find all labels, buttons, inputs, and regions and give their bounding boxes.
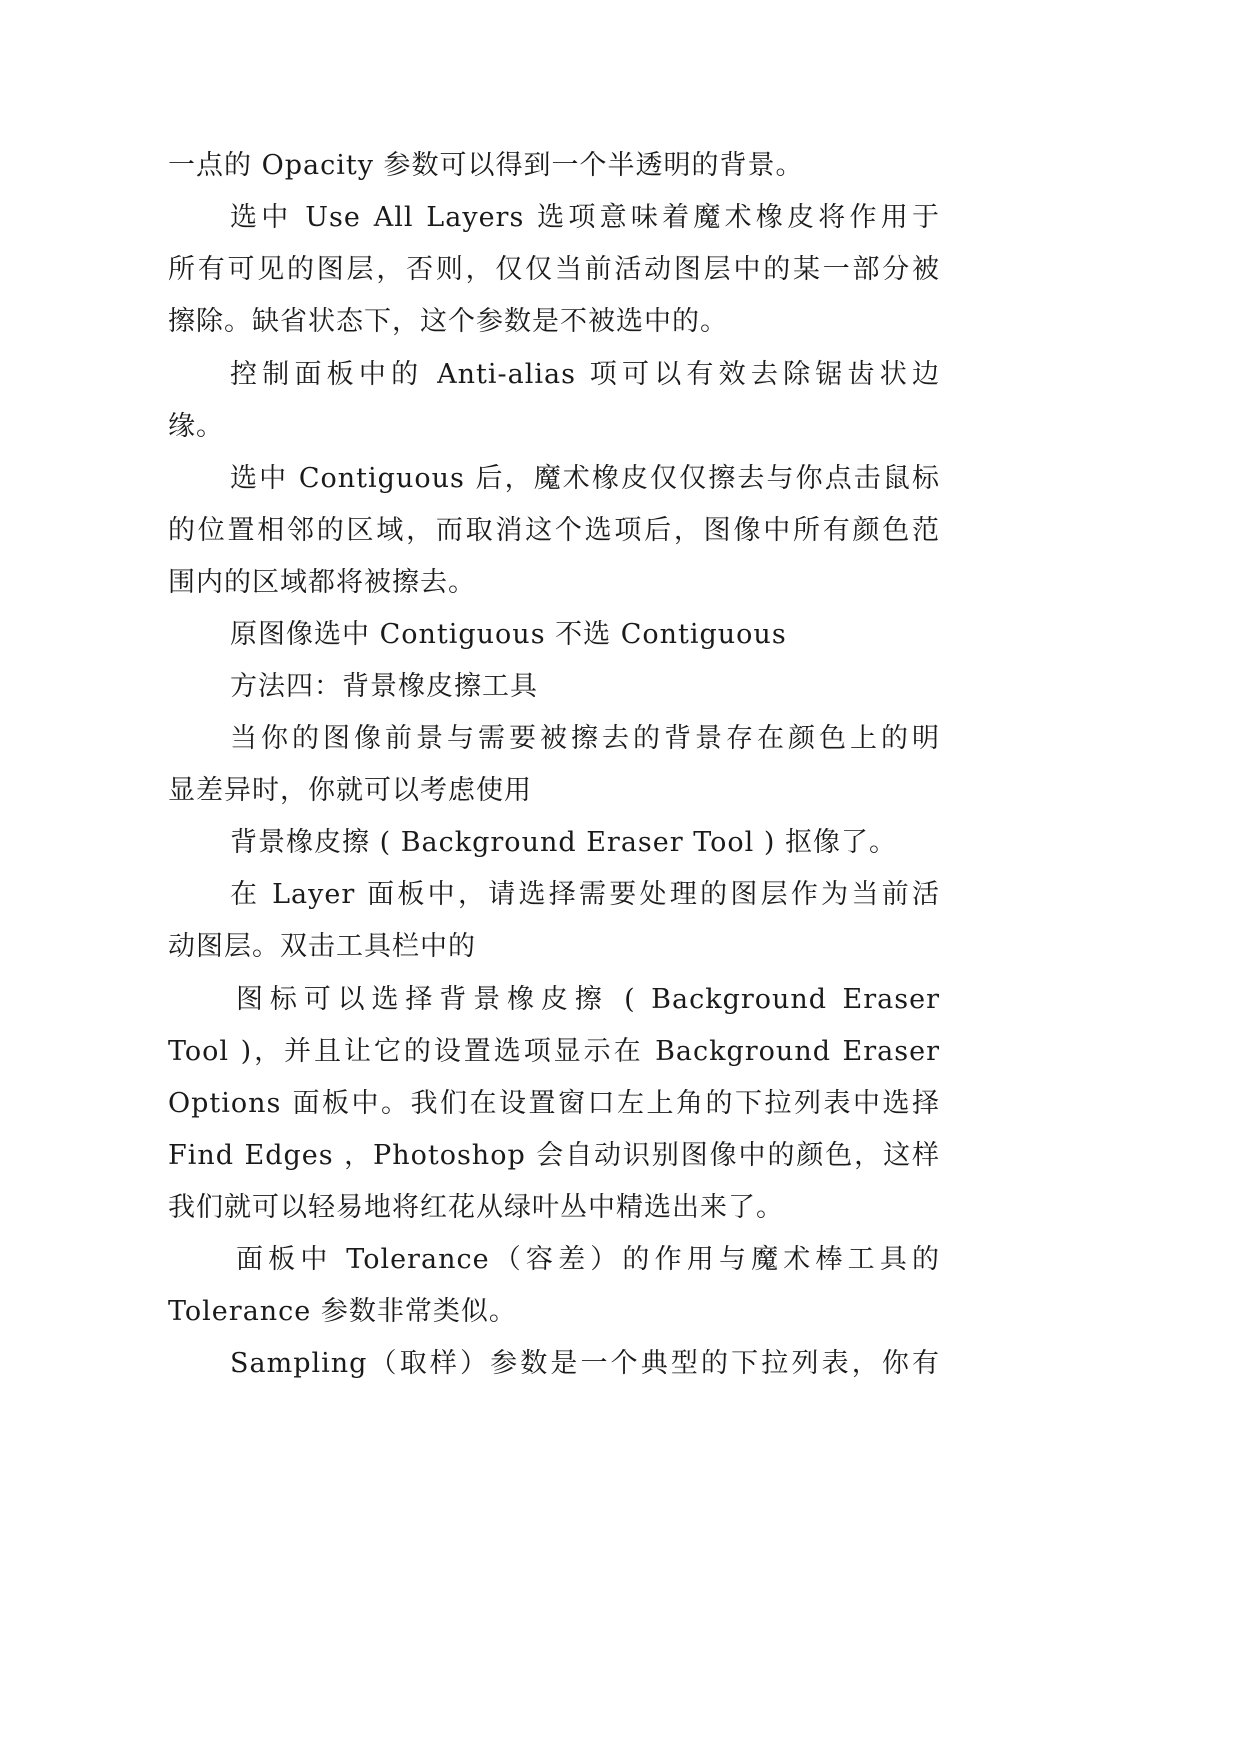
text-line: Options 面板中。我们在设置窗口左上角的下拉列表中选择 <box>168 1088 940 1119</box>
text-line: 所有可见的图层，否则，仅仅当前活动图层中的某一部分被 <box>168 254 940 285</box>
text-line: 选中 Contiguous 后，魔术橡皮仅仅擦去与你点击鼠标 <box>230 463 940 494</box>
text-line: 动图层。双击工具栏中的 <box>168 931 476 962</box>
text-line: 围内的区域都将被擦去。 <box>168 567 476 598</box>
text-line: 显差异时，你就可以考虑使用 <box>168 775 532 806</box>
text-line: 背景橡皮擦 ( Background Eraser Tool ) 抠像了。 <box>230 827 898 858</box>
text-line: 擦除。缺省状态下，这个参数是不被选中的。 <box>168 306 728 337</box>
text-line: 我们就可以轻易地将红花从绿叶丛中精选出来了。 <box>168 1192 784 1223</box>
text-line: 控制面板中的 Anti-alias 项可以有效去除锯齿状边 <box>230 359 940 390</box>
text-line: 原图像选中 Contiguous 不选 Contiguous <box>230 619 787 650</box>
text-line: 选中 Use All Layers 选项意味着魔术橡皮将作用于 <box>230 202 940 233</box>
text-line: Sampling（取样）参数是一个典型的下拉列表，你有 <box>230 1348 940 1379</box>
text-line: 缘。 <box>168 411 224 442</box>
text-line: 一点的 Opacity 参数可以得到一个半透明的背景。 <box>168 150 804 181</box>
section-heading: 方法四：背景橡皮擦工具 <box>230 671 538 702</box>
text-line: Tolerance 参数非常类似。 <box>168 1296 517 1327</box>
text-line: 图标可以选择背景橡皮擦 ( Background Eraser <box>236 984 940 1015</box>
text-line: Find Edges ，Photoshop 会自动识别图像中的颜色，这样 <box>168 1140 940 1171</box>
text-line: 在 Layer 面板中，请选择需要处理的图层作为当前活 <box>230 879 940 910</box>
text-line: 的位置相邻的区域，而取消这个选项后，图像中所有颜色范 <box>168 515 940 546</box>
text-line: 当你的图像前景与需要被擦去的背景存在颜色上的明 <box>230 723 940 754</box>
text-line: Tool )，并且让它的设置选项显示在 Background Eraser <box>168 1036 940 1067</box>
text-line: 面板中 Tolerance（容差）的作用与魔术棒工具的 <box>236 1244 940 1275</box>
